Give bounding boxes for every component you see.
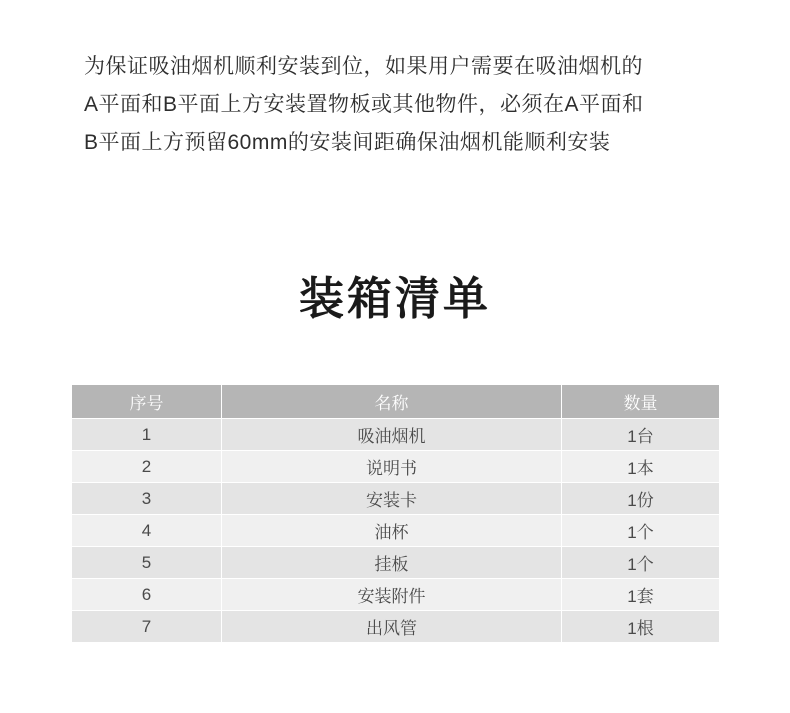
table-header-row — [72, 385, 720, 419]
intro-line-3: B平面上方预留60mm的安装间距确保油烟机能顺利安装 — [84, 131, 611, 154]
cell-name: 安装卡 — [222, 483, 562, 515]
cell-name: 说明书 — [222, 451, 562, 483]
cell-no: 2 — [72, 451, 222, 483]
cell-no: 5 — [72, 547, 222, 579]
cell-name: 出风管 — [222, 611, 562, 643]
intro-paragraph — [84, 48, 709, 162]
cell-no: 6 — [72, 579, 222, 611]
intro-line-2: A平面和B平面上方安装置物板或其他物件，必须在A平面和 — [84, 93, 644, 116]
cell-no: 7 — [72, 611, 222, 643]
table-row — [72, 611, 720, 643]
cell-qty: 1个 — [562, 547, 720, 579]
table-row — [72, 547, 720, 579]
cell-qty: 1套 — [562, 579, 720, 611]
table-row — [72, 483, 720, 515]
cell-qty: 1个 — [562, 515, 720, 547]
cell-qty: 1本 — [562, 451, 720, 483]
packing-list-table-wrapper — [71, 384, 719, 643]
cell-no: 1 — [72, 419, 222, 451]
table-row — [72, 419, 720, 451]
packing-list-table — [71, 384, 720, 643]
cell-name: 吸油烟机 — [222, 419, 562, 451]
column-header-qty: 数量 — [562, 385, 720, 419]
cell-qty: 1根 — [562, 611, 720, 643]
cell-qty: 1台 — [562, 419, 720, 451]
cell-name: 安装附件 — [222, 579, 562, 611]
column-header-no: 序号 — [72, 385, 222, 419]
cell-name: 油杯 — [222, 515, 562, 547]
table-row — [72, 451, 720, 483]
cell-qty: 1份 — [562, 483, 720, 515]
cell-no: 4 — [72, 515, 222, 547]
cell-name: 挂板 — [222, 547, 562, 579]
intro-line-1: 为保证吸油烟机顺利安装到位，如果用户需要在吸油烟机的 — [84, 55, 643, 78]
table-row — [72, 579, 720, 611]
column-header-name: 名称 — [222, 385, 562, 419]
table-body — [72, 419, 720, 643]
table-row — [72, 515, 720, 547]
table-header — [72, 385, 720, 419]
section-title: 装箱清单 — [298, 273, 491, 324]
cell-no: 3 — [72, 483, 222, 515]
